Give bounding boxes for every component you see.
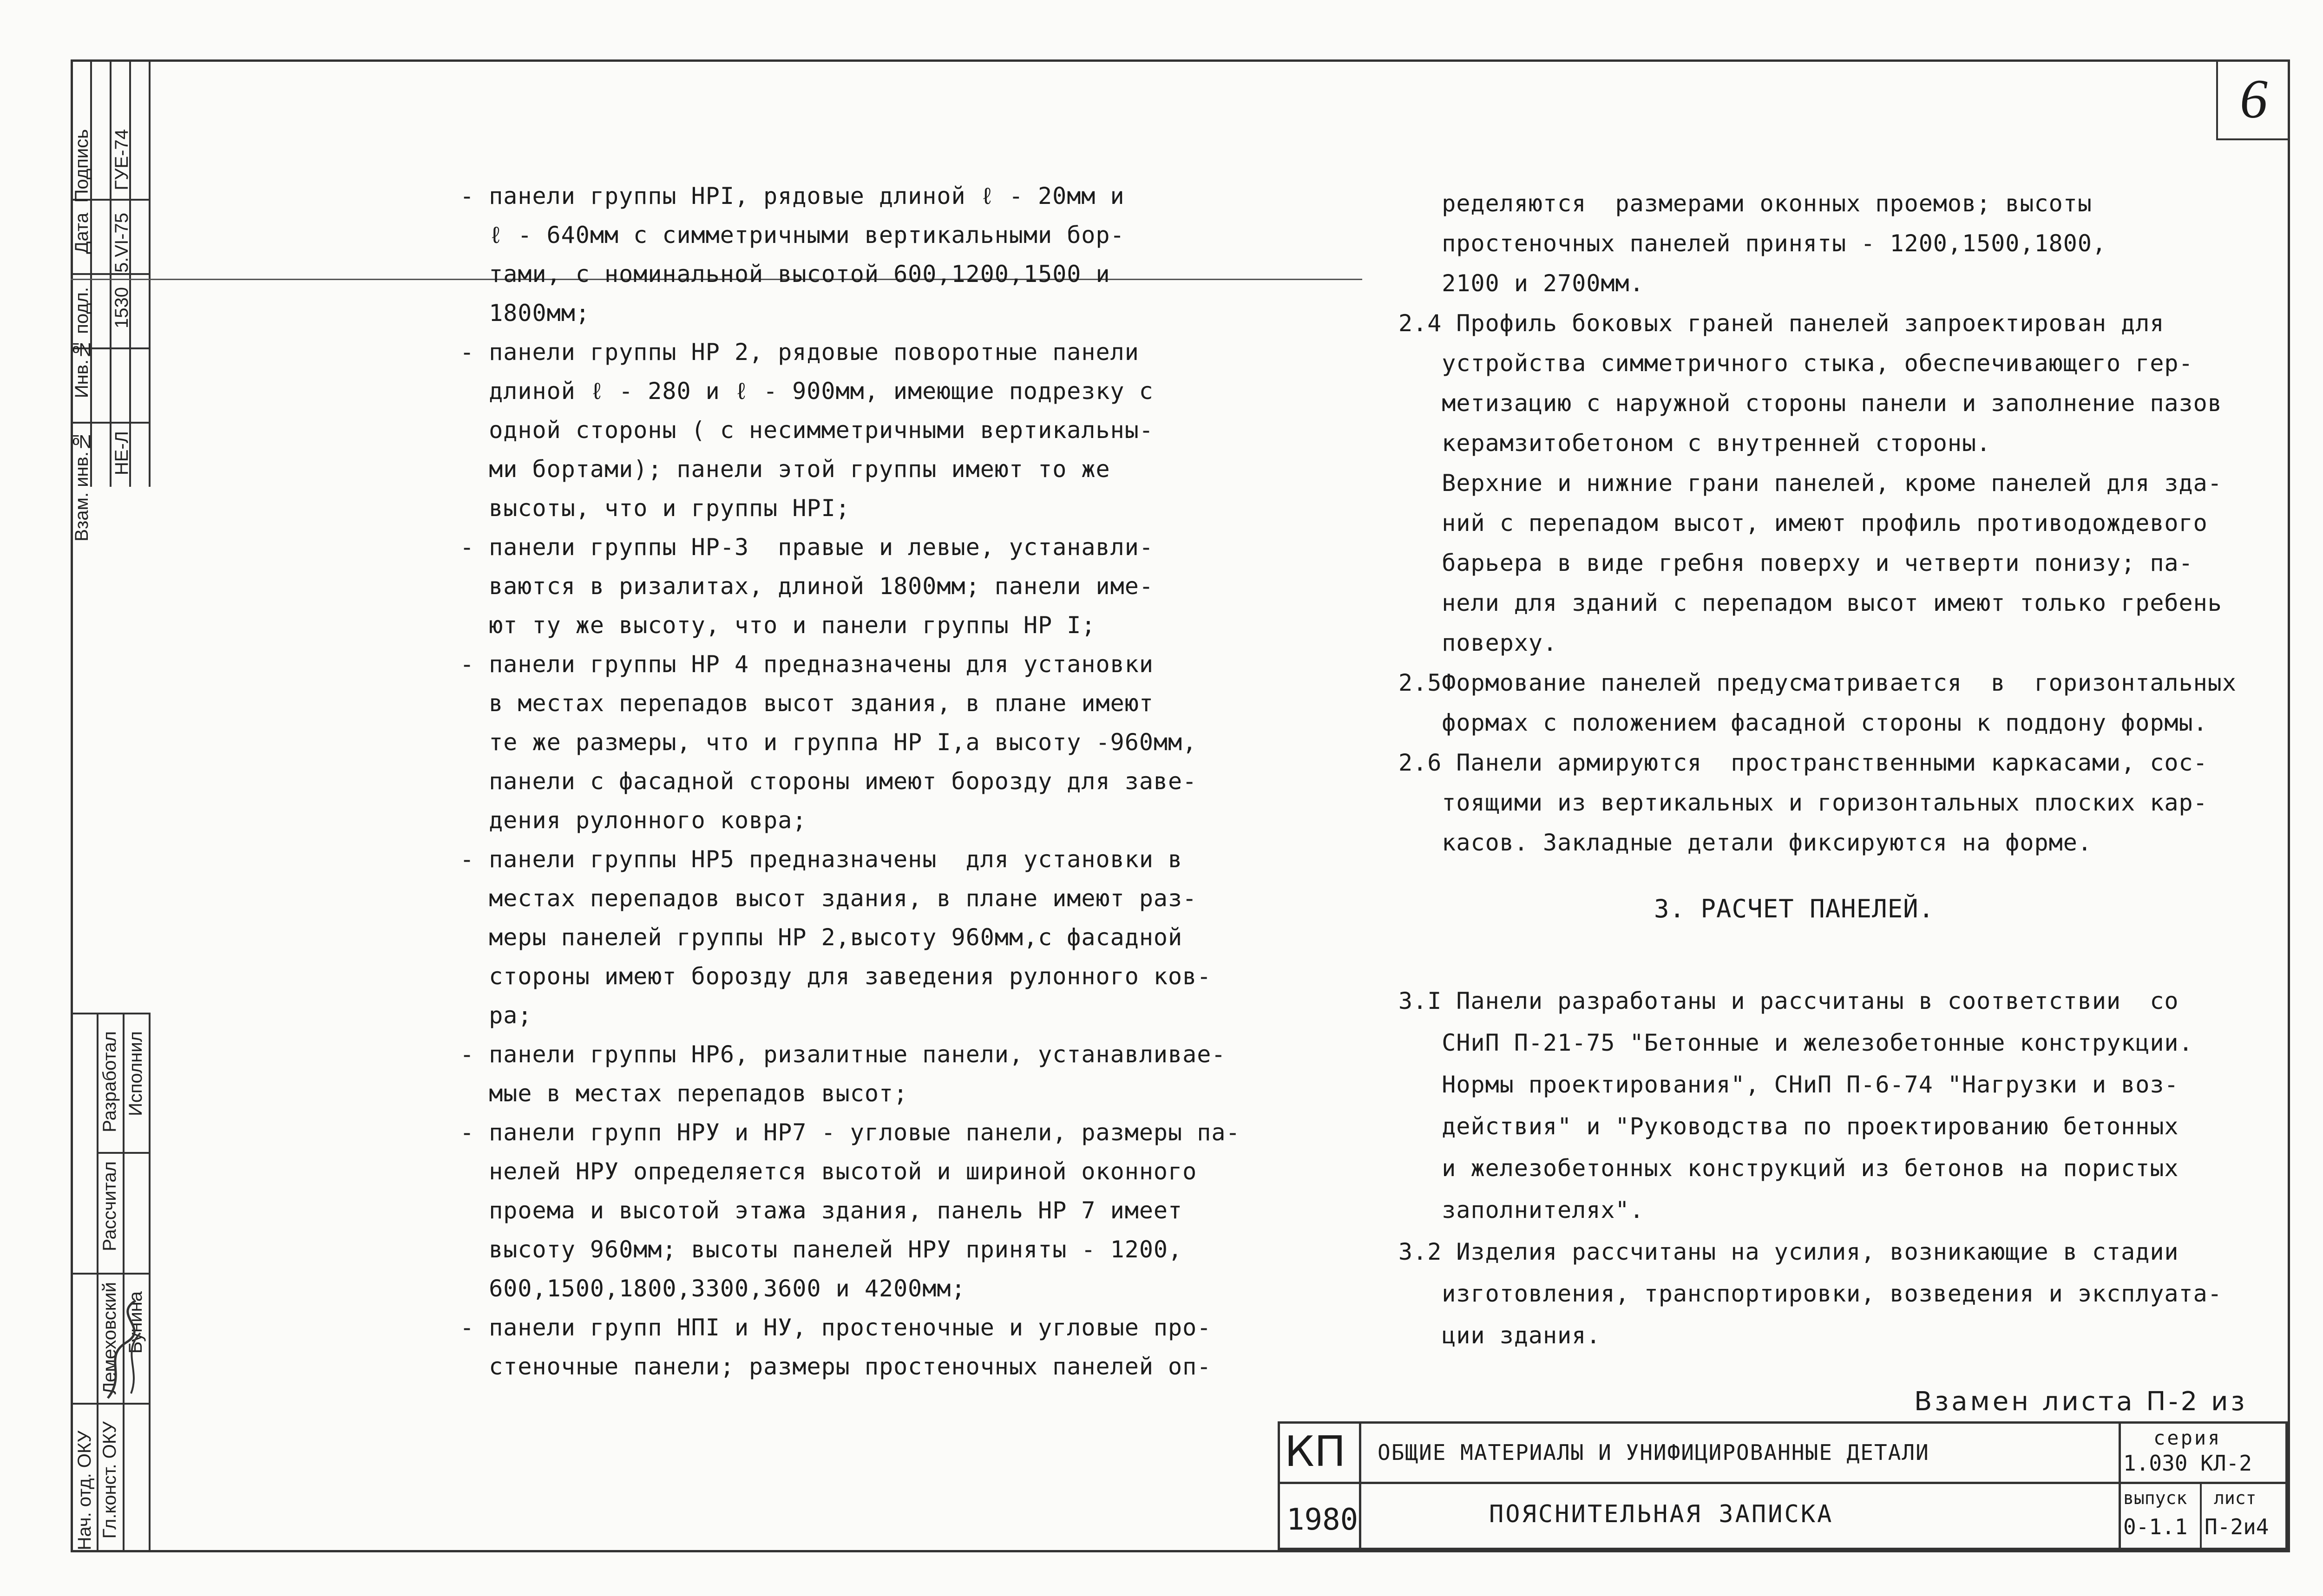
text-line: нелей НРУ определяется высотой и шириной оконного xyxy=(460,1158,1197,1185)
text-line: в местах перепадов высот здания, в плане имеют xyxy=(460,690,1154,717)
text-line: стеночные панели; размеры простеночных панелей оп- xyxy=(460,1353,1212,1380)
text-line: длиной ℓ - 280 и ℓ - 900мм, имеющие подрезку с xyxy=(460,378,1154,405)
series-value: 1.030 КЛ-2 xyxy=(2123,1451,2252,1476)
text-line: меры панелей группы НР 2,высоту 960мм,с фасадной xyxy=(460,924,1183,951)
issue-value: 0-1.1 xyxy=(2123,1514,2188,1539)
title-year: 1980 xyxy=(1286,1503,1358,1537)
text-line: - панели группы НР6, ризалитные панели, устанавливае- xyxy=(460,1041,1226,1068)
text-line: ℓ - 640мм с симметричными вертикальными бор- xyxy=(460,222,1125,249)
page-number: 6 xyxy=(2216,59,2290,140)
text-line: и железобетонных конструкций из бетонов на пористых xyxy=(1398,1155,2179,1182)
text-line: поверху. xyxy=(1398,629,1558,656)
stamp-name-1: Лемеховский xyxy=(99,1282,120,1395)
sheet-label: лист xyxy=(2214,1488,2257,1508)
text-line: нели для зданий с перепадом высот имеют только гребень xyxy=(1398,589,2222,616)
stamp-label-developed: Разработал xyxy=(99,1031,120,1132)
stamp-label-replacement: Взам. инв.№ xyxy=(72,431,92,542)
replacement-note: Взамен листа П-2 из xyxy=(1914,1387,2248,1417)
text-line: высоту 960мм; высоты панелей НРУ приняты - 1200, xyxy=(460,1236,1183,1263)
text-line: Верхние и нижние грани панелей, кроме панелей для зда- xyxy=(1398,470,2222,497)
text-line: - панели группы НР5 предназначены для установки в xyxy=(460,846,1183,873)
stamp-label-date: Дата xyxy=(72,213,92,254)
text-line: - панели группы НР-3 правые и левые, устанавли- xyxy=(460,534,1154,561)
stamp-name-2: Бунина xyxy=(125,1291,146,1354)
text-line: те же размеры, что и группа НР I,а высоту -960мм, xyxy=(460,729,1197,756)
text-line: высоты, что и группы НРI; xyxy=(460,495,850,522)
issue-label: выпуск xyxy=(2123,1488,2187,1508)
text-line: - панели группы НР 2, рядовые поворотные панели xyxy=(460,339,1139,366)
text-line: - панели группы НР 4 предназначены для установки xyxy=(460,651,1154,678)
stamp-value-inventory: 1530 xyxy=(112,287,132,328)
text-line: керамзитобетоном с внутренней стороны. xyxy=(1398,430,1991,457)
text-line: Нормы проектирования", СНиП П-6-74 "Нагрузки и воз- xyxy=(1398,1071,2179,1098)
text-line: панели с фасадной стороны имеют борозду для заве- xyxy=(460,768,1197,795)
text-line: 2.6 Панели армируются пространственными каркасами, сос- xyxy=(1398,749,2208,776)
stamp-role-2: Гл.конст. ОКУ xyxy=(99,1421,120,1539)
text-line: - панели группы НРI, рядовые длиной ℓ - 20мм и xyxy=(460,183,1125,209)
text-line: местах перепадов высот здания, в плане имеют раз- xyxy=(460,885,1197,912)
text-line: 2.5Формование панелей предусматривается в горизонтальных xyxy=(1398,669,2237,696)
text-line: 2.4 Профиль боковых граней панелей запроектирован для xyxy=(1398,310,2165,337)
left-column-text xyxy=(460,177,1240,1386)
section-heading: 3. РАСЧЕТ ПАНЕЛЕЙ. xyxy=(1654,894,1935,923)
text-line: барьера в виде гребня поверху и четверти понизу; па- xyxy=(1398,549,2193,576)
text-line: СНиП П-21-75 "Бетонные и железобетонные конструкции. xyxy=(1398,1029,2193,1056)
text-line: метизацию с наружной стороны панели и заполнение пазов xyxy=(1398,390,2222,417)
text-line: ют ту же высоту, что и панели группы НР I; xyxy=(460,612,1096,639)
text-line: касов. Закладные детали фиксируются на форме. xyxy=(1398,829,2092,856)
text-line: 3.I Панели разработаны и рассчитаны в соответствии со xyxy=(1398,988,2179,1014)
text-line: изготовления, транспортировки, возведения и эксплуата- xyxy=(1398,1280,2222,1307)
text-line: одной стороны ( с несимметричными вертикальны- xyxy=(460,417,1154,444)
title-top: ОБЩИЕ МАТЕРИАЛЫ И УНИФИЦИРОВАННЫЕ ДЕТАЛИ xyxy=(1378,1440,1929,1465)
title-block xyxy=(1278,1421,2288,1550)
stamp-value-date: 5.VI-75 xyxy=(112,213,132,273)
text-line: стороны имеют борозду для заведения рулонного ков- xyxy=(460,963,1212,990)
text-line: - панели групп НПI и НУ, простеночные и угловые про- xyxy=(460,1314,1212,1341)
text-line: - панели групп НРУ и НР7 - угловые панели, размеры па- xyxy=(460,1119,1240,1146)
title-bottom: ПОЯСНИТЕЛЬНАЯ ЗАПИСКА xyxy=(1489,1500,1834,1528)
sheet-value: П-2и4 xyxy=(2205,1514,2269,1539)
text-line: действия" и "Руководства по проектированию бетонных xyxy=(1398,1113,2179,1140)
text-line: проема и высотой этажа здания, панель НР 7 имеет xyxy=(460,1197,1183,1224)
margin-stamp-top xyxy=(71,59,149,542)
margin-stamp-bottom xyxy=(71,1013,149,1550)
text-line: ми бортами); панели этой группы имеют то же xyxy=(460,456,1110,483)
stamp-label-inventory: Инв.№ подл. xyxy=(72,287,92,399)
text-line: 2100 и 2700мм. xyxy=(1398,270,1644,297)
text-line: тоящими из вертикальных и горизонтальных плоских кар- xyxy=(1398,789,2208,816)
signature-scribble xyxy=(98,1291,145,1403)
text-line: ваются в ризалитах, длиной 1800мм; панели име- xyxy=(460,573,1154,600)
text-line: ции здания. xyxy=(1398,1322,1601,1349)
stamp-value-replacement: НЕ-Л xyxy=(112,431,132,476)
text-line: 3.2 Изделия рассчитаны на усилия, возникающие в стадии xyxy=(1398,1238,2179,1265)
text-line: ределяются размерами оконных проемов; высоты xyxy=(1398,190,2092,217)
stamp-label-calculated: Рассчитал xyxy=(99,1161,120,1251)
text-line: ра; xyxy=(460,1002,532,1029)
text-line: 1800мм; xyxy=(460,300,590,327)
text-line: тами, с номинальной высотой 600,1200,1500 и xyxy=(460,261,1110,288)
stamp-value-signature: ГУЕ-74 xyxy=(112,129,132,190)
right-column-top-text xyxy=(1398,183,2237,863)
right-column-bottom-text xyxy=(1398,980,2222,1356)
text-line: простеночных панелей приняты - 1200,1500,1800, xyxy=(1398,230,2107,257)
text-line: устройства симметричного стыка, обеспечивающего гер- xyxy=(1398,350,2193,377)
text-line: мые в местах перепадов высот; xyxy=(460,1080,908,1107)
text-line: заполнителях". xyxy=(1398,1197,1644,1223)
title-code: КП xyxy=(1285,1427,1346,1476)
stamp-label-signature: Подпись xyxy=(72,129,92,203)
series-label: серия xyxy=(2153,1426,2222,1449)
text-line: ний с перепадом высот, имеют профиль противодождевого xyxy=(1398,510,2208,536)
text-line: 600,1500,1800,3300,3600 и 4200мм; xyxy=(460,1275,966,1302)
stamp-role-1: Нач. отд. ОКУ xyxy=(74,1431,95,1550)
text-line: формах с положением фасадной стороны к поддону формы. xyxy=(1398,709,2208,736)
stamp-label-executed: Исполнил xyxy=(125,1031,146,1116)
text-line: дения рулонного ковра; xyxy=(460,807,807,834)
